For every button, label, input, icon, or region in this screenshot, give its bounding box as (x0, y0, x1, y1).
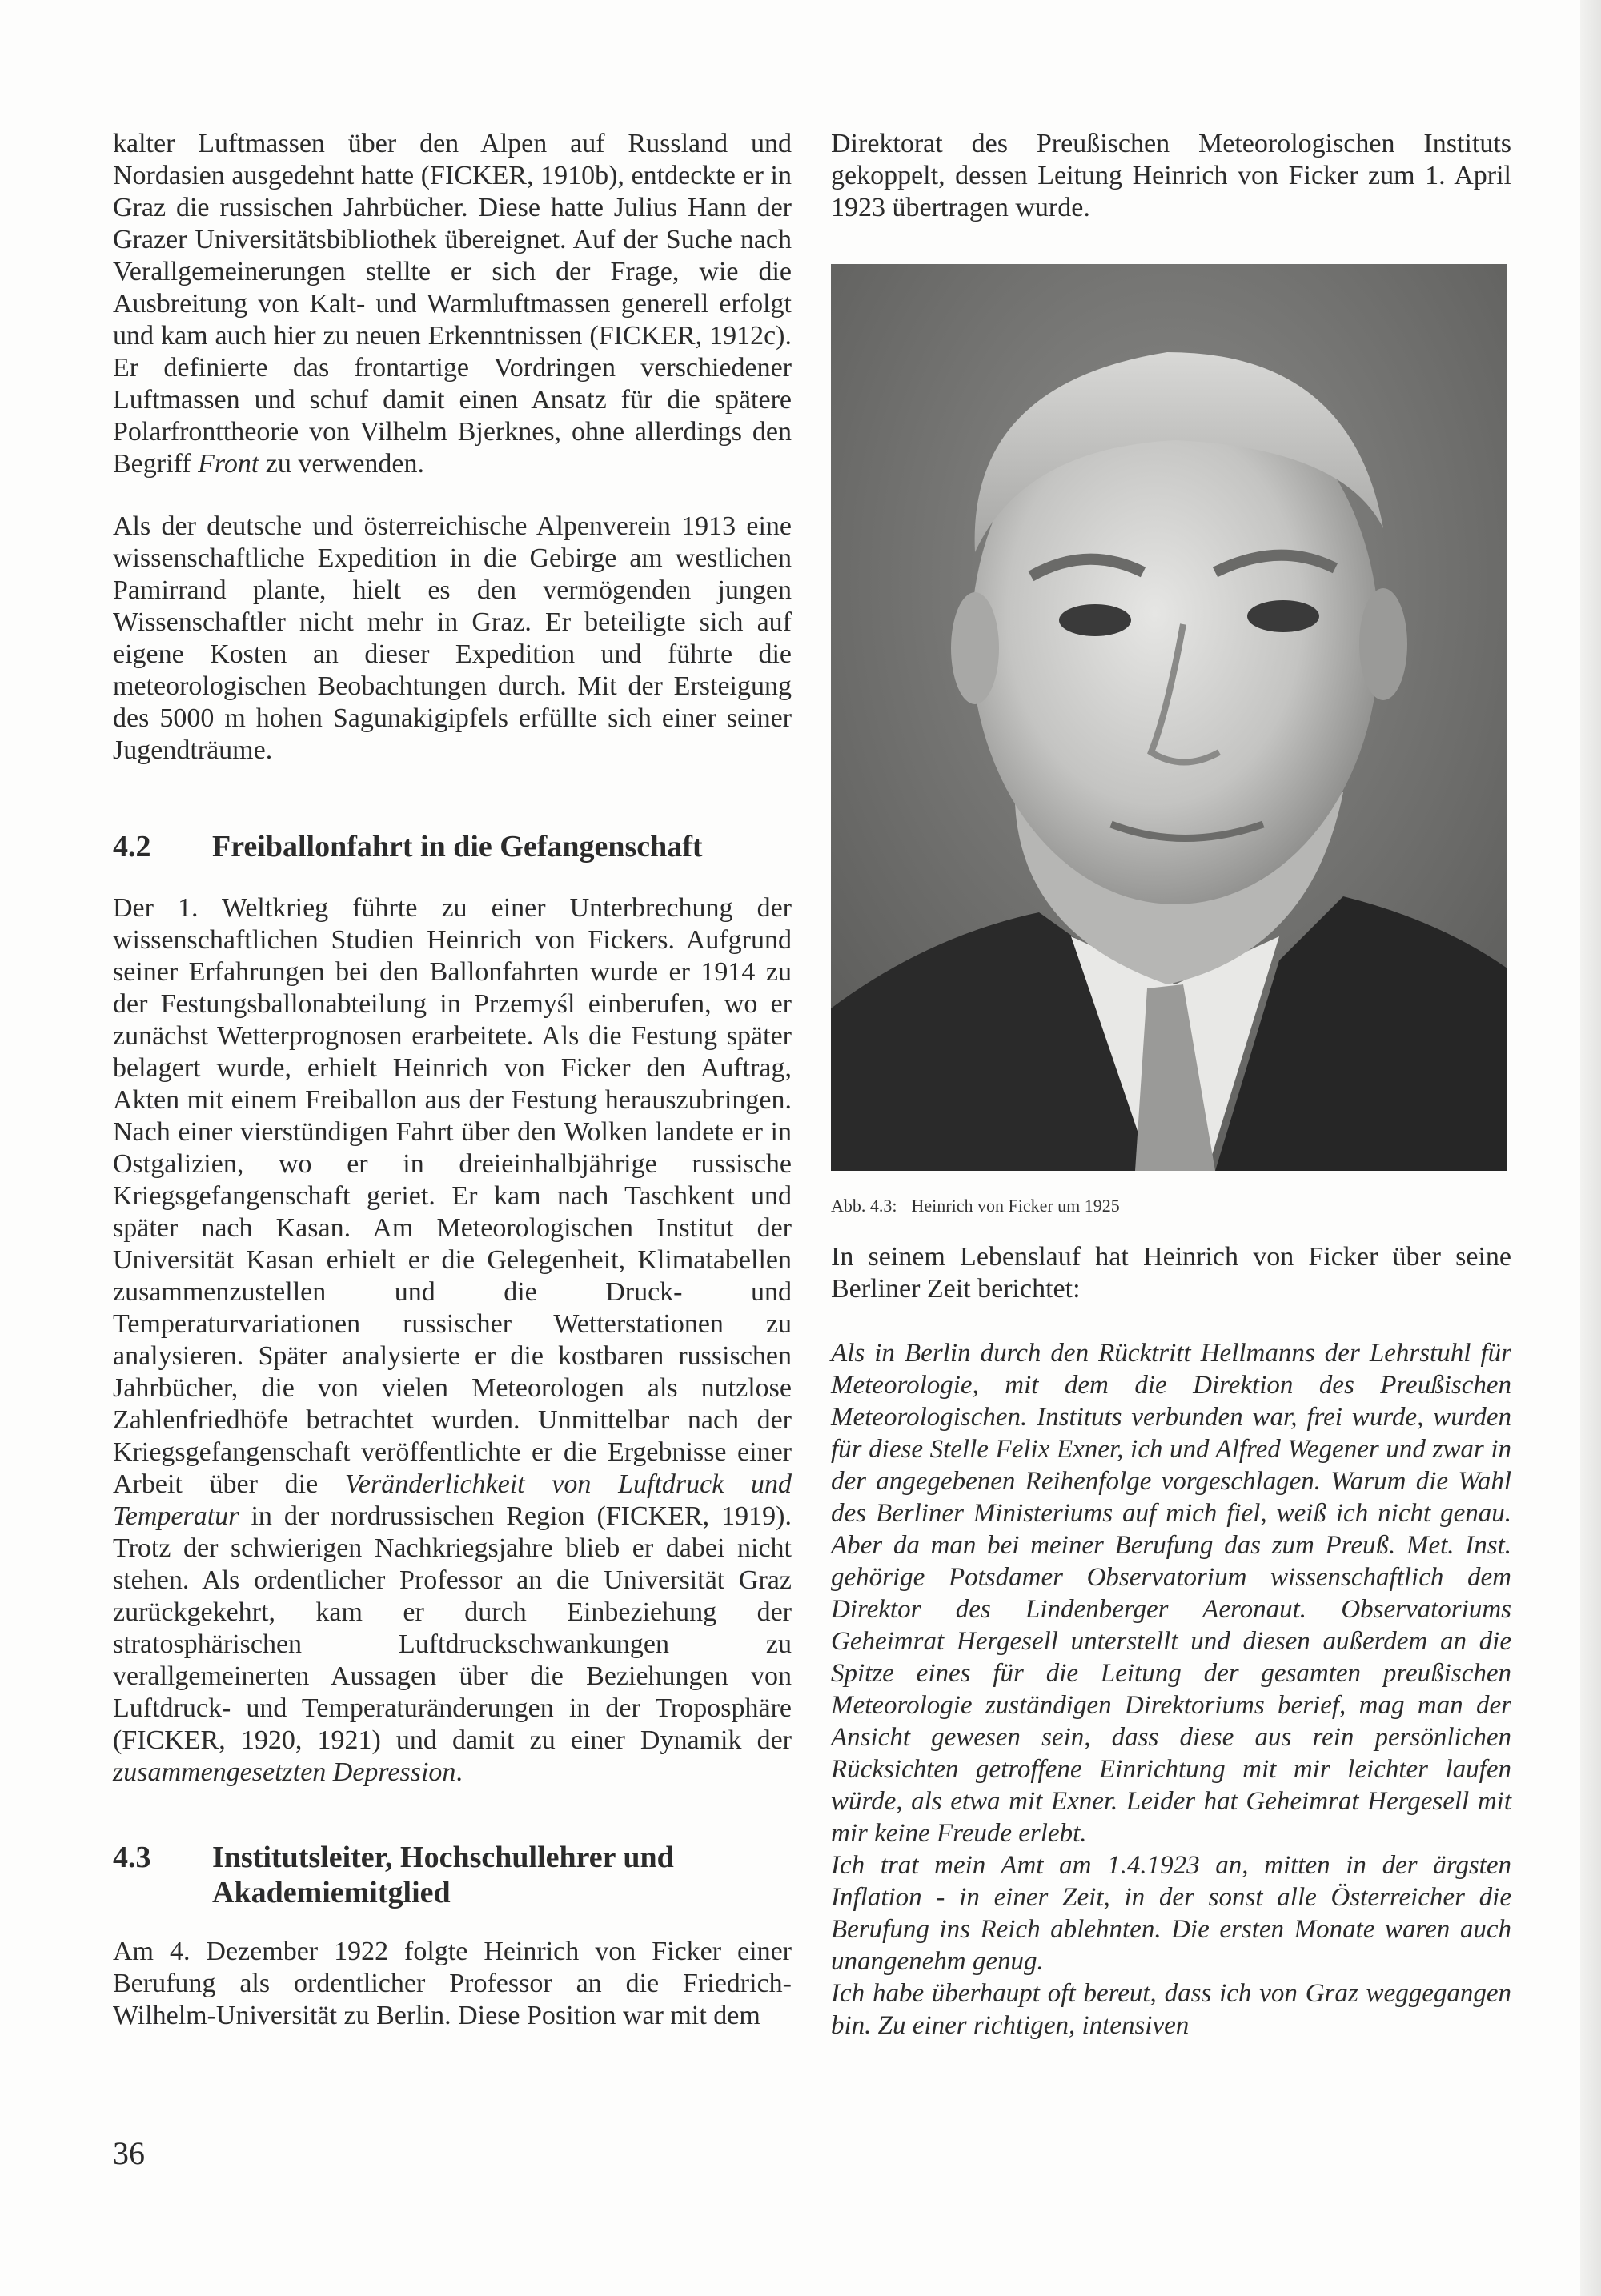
portrait-image (831, 264, 1507, 1171)
paragraph: Direktorat des Preußischen Meteorologischen Instituts gekoppelt, dessen Leitung Heinrich von Ficker zum 1. April 1923 übertragen wurde. (831, 129, 1511, 222)
figure-label: Abb. 4.3: (831, 1196, 897, 1216)
section-title: Institutsleiter, Hochschullehrer und Akademiemitglied (212, 1841, 674, 1909)
quote-paragraph: Als in Berlin durch den Rücktritt Hellmanns der Lehrstuhl für Meteorologie, mit dem die Direktion des Preußischen Meteorologischen. Instituts verbunden war, frei wurde, wurden für diese Stelle Felix Exner, ich und Alfred Wegener und zwar in der angegebenen Reihenfolge vorgeschlagen. Warum die Wahl des Berliner Ministeriums auf mich fiel, weiß ich nicht genau. Aber da man bei meiner Berufung das zum Preuß. Met. Inst. gehörige Potsdamer Observatorium wissenschaftlich dem Direktor des Lindenberger Aeronaut. Observatoriums Geheimrat Hergesell unterstellt und diesen außerdem an die Spitze eines für die Leitung der gesamten preußischen Meteorologie zuständigen Direktoriums berief, mag man der Ansicht gewesen sein, dass diese aus rein persönlichen Rücksichten getroffene Einrichtung mit mir leichter laufen würde, als etwa mit Exner. Leider hat Geheimrat Hergesell mit mir keine Freude erlebt. (831, 1339, 1511, 1848)
paragraph: Am 4. Dezember 1922 folgte Heinrich von Ficker einer Berufung als ordentlicher Professor an die Friedrich-Wilhelm-Universität zu Berlin. Diese Position war mit dem (113, 1937, 792, 2030)
section-heading-4-2 (113, 829, 792, 864)
figure-caption (831, 1195, 1511, 1217)
quotation (831, 1337, 1511, 2042)
paragraph: kalter Luftmassen über den Alpen auf Russland und Nordasien ausgedehnt hatte (FICKER, 1910b), entdeckte er in Graz die russischen Jahrbücher. Diese hatte Julius Hann der Grazer Universitätsbibliothek übereignet. Auf der Suche nach Verallgemeinerungen stellte er sich der Frage, wie die Ausbreitung von Kalt- und Warmluftmassen generell erfolgt und kam auch hier zu neuen Erkenntnissen (FICKER, 1912c). Er definierte das frontartige Vordringen verschiedener Luftmassen und schuf damit einen Ansatz für die spätere Polarfronttheorie von Vilhelm Bjerknes, ohne allerdings den Begriff Front zu verwenden. (113, 129, 792, 479)
section-number: 4.2 (113, 830, 151, 864)
left-column (113, 128, 792, 2032)
section-heading-4-3 (113, 1840, 792, 1910)
section-title: Freiballonfahrt in die Gefangenschaft (212, 830, 703, 864)
paragraph: In seinem Lebenslauf hat Heinrich von Ficker über seine Berliner Zeit berichtet: (831, 1242, 1511, 1304)
paragraph: Der 1. Weltkrieg führte zu einer Unterbrechung der wissenschaftlichen Studien Heinrich von Fickers. Aufgrund seiner Erfahrungen bei den Ballonfahrten wurde er 1914 zu der Festungsballonabteilung in Przemyśl einberufen, wo er zunächst Wetterprognosen erarbeitete. Als die Festung später belagert wurde, erhielt Heinrich von Ficker den Auftrag, Akten mit einem Freiballon aus der Festung herauszubringen. Nach einer vierstündigen Fahrt über den Wolken landete er in Ostgalizien, wo er in dreieinhalbjährige russische Kriegsgefangenschaft geriet. Er kam nach Taschkent und später nach Kasan. Am Meteorologischen Institut der Universität Kasan erhielt er die Gelegenheit, Klimatabellen zusammenzustellen und die Druck- und Temperaturvariationen russischer Wetterstationen zu analysieren. Später analysierte er die kostbaren russischen Jahrbücher, die von vielen Meteorologen als nutzlose Zahlenfriedhöfe betrachtet wurden. Unmittelbar nach der Kriegsgefangenschaft veröffentlichte er die Ergebnisse einer Arbeit über die Veränderlichkeit von Luftdruck und Temperatur in der nordrussischen Region (FICKER, 1919). Trotz der schwierigen Nachkriegsjahre blieb er dabei nicht stehen. Als ordentlicher Professor an die Universität Graz zurückgekehrt, kam er durch Einbeziehung der stratosphärischen Luftdruckschwankungen zu verallgemeinerten Aussagen über die Beziehungen von Luftdruck- und Temperaturänderungen in der Troposphäre (FICKER, 1920, 1921) und damit zu einer Dynamik der zusammengesetzten Depression. (113, 893, 792, 1787)
right-column (831, 128, 1511, 2042)
paragraph: Als der deutsche und österreichische Alpenverein 1913 eine wissenschaftliche Expedition in die Gebirge am westlichen Pamirrand plante, hielt es den vermögenden jungen Wissenschaftler nicht mehr in Graz. Er beteiligte sich auf eigene Kosten an dieser Expedition und führte die meteorologischen Beobachtungen durch. Mit der Ersteigung des 5000 m hohen Sagunakigipfels erfüllte sich einer seiner Jugendträume. (113, 511, 792, 765)
portrait-photo (831, 264, 1507, 1171)
page-number: 36 (113, 2135, 145, 2171)
figure-caption-text: Heinrich von Ficker um 1925 (911, 1196, 1120, 1216)
section-number: 4.3 (113, 1841, 151, 1874)
page-edge (1580, 0, 1601, 2296)
quote-paragraph: Ich habe überhaupt oft bereut, dass ich von Graz weggegangen bin. Zu einer richtigen, intensiven (831, 1979, 1511, 2040)
quote-paragraph: Ich trat mein Amt am 1.4.1923 an, mitten in der ärgsten Inflation - in einer Zeit, in der sonst alle Österreicher die Berufung ins Reich ablehnten. Die ersten Monate waren auch unangenehm genug. (831, 1851, 1511, 1976)
